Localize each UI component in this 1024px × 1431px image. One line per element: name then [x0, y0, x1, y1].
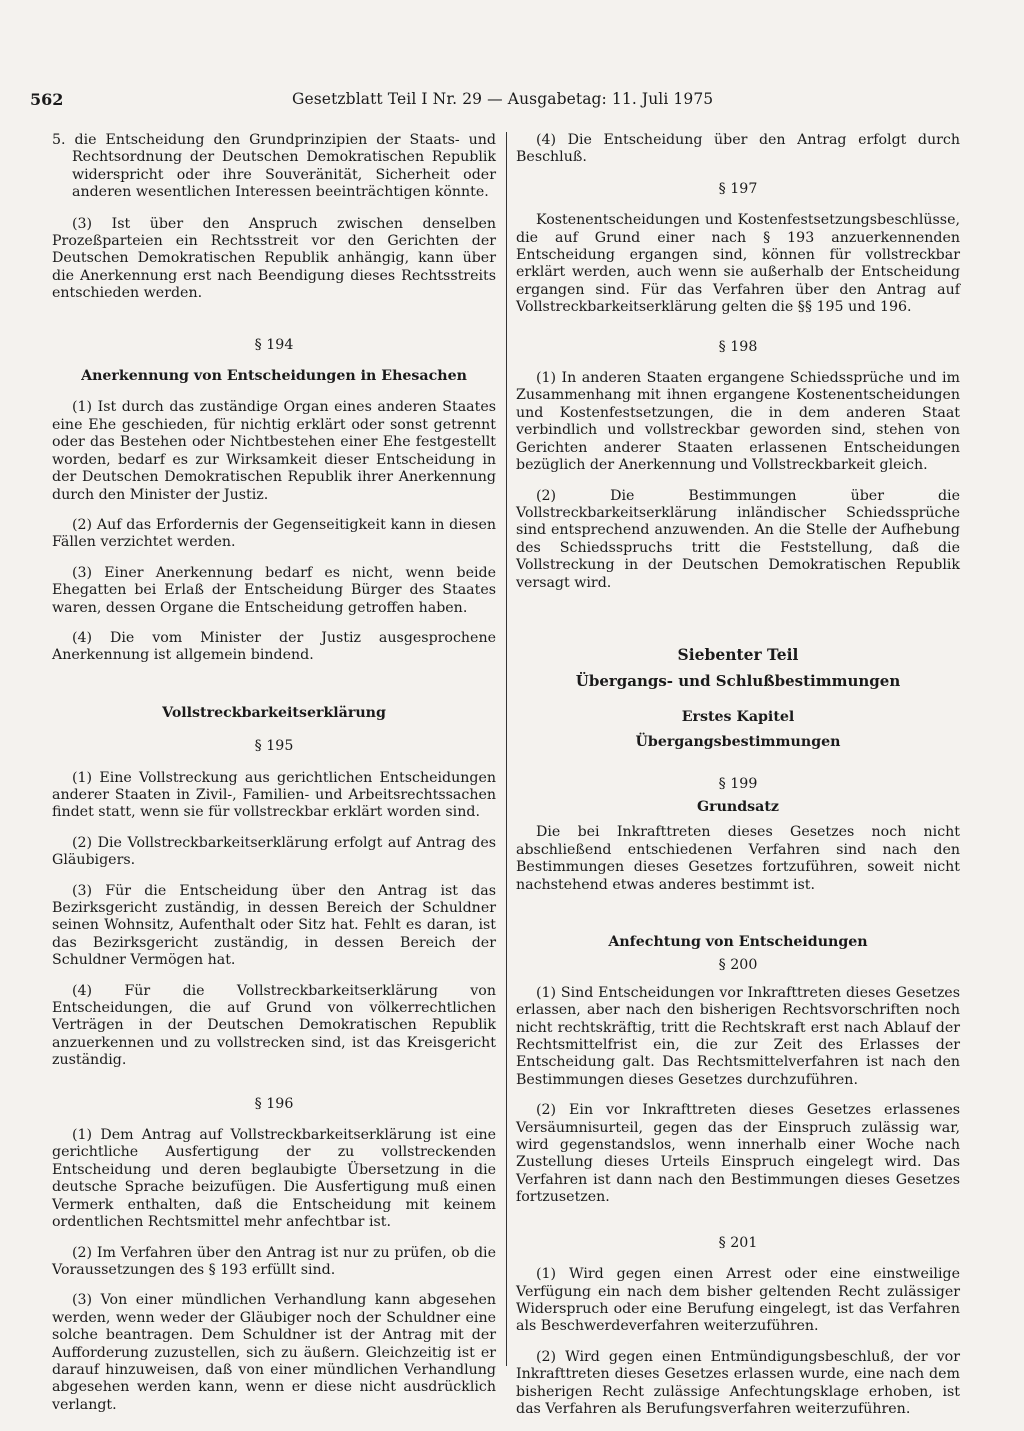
section-title: Anerkennung von Entscheidungen in Ehesachen	[81, 368, 467, 385]
right-column	[516, 132, 960, 1431]
heading-anfechtung: Anfechtung von Entscheidungen	[608, 934, 868, 950]
paragraph: (1) Eine Vollstreckung aus gerichtlichen Entscheidungen anderer Staaten in Zivil-, Familien- und Arbeitsrechtssachen findet statt, wenn sie für vollstreckbar erklärt worden sind.	[52, 769, 496, 821]
paragraph: (2) Die Bestimmungen über die Vollstreckbarkeitserklärung inländischer Schiedssprüche sind entsprechend anzuwenden. An die Stelle der Aufhebung des Schiedsspruchs tritt die Feststellung, daß die Vollstreckung in der Deutschen Demokratischen Republik versagt wird.	[516, 487, 960, 591]
left-column	[52, 132, 496, 1427]
part-title: Siebenter Teil	[677, 644, 799, 664]
section-number: § 196	[254, 1095, 294, 1112]
paragraph: (2) Die Vollstreckbarkeitserklärung erfolgt auf Antrag des Gläubigers.	[52, 834, 496, 869]
paragraph: Kostenentscheidungen und Kostenfestsetzungsbeschlüsse, die auf Grund einer nach § 193 anzuerkennenden Entscheidung ergangen sind, können für vollstreckbar erklärt werden, auch wenn sie außerhalb der Entscheidung ergangen sind. Für das Verfahren über den Antrag auf Vollstreckbarkeitserklärung gelten die §§ 195 und 196.	[516, 212, 960, 316]
paragraph: (1) In anderen Staaten ergangene Schiedssprüche und im Zusammenhang mit ihnen ergangene Kostenentscheidungen und Kostenfestsetzungen, die in dem anderen Staat verbindlich und vollstreckbar geworden sind, stehen von Gerichten anderer Staaten erlassenen Entscheidungen bezüglich der Anerkennung und Vollstreckbarkeit gleich.	[516, 370, 960, 474]
part-subtitle: Übergangs- und Schlußbestimmungen	[575, 672, 901, 691]
chapter-subtitle: Übergangsbestimmungen	[635, 734, 841, 751]
paragraph: (4) Für die Vollstreckbarkeitserklärung von Entscheidungen, die auf Grund von völkerrechtlichen Verträgen in der Deutschen Demokratischen Republik anzuerkennen und zu vollstrecken sind, ist das Kreisgericht zuständig.	[52, 982, 496, 1069]
paragraph: (3) Für die Entscheidung über den Antrag ist das Bezirksgericht zuständig, in dessen Bereich der Schuldner seinen Wohnsitz, Aufenthalt oder Sitz hat. Fehlt es daran, ist das Bezirksgericht zuständig, in dessen Bereich der Schuldner Vermögen hat.	[52, 882, 496, 969]
section-number: § 194	[254, 336, 294, 353]
chapter-title: Erstes Kapitel	[681, 708, 795, 725]
paragraph: (3) Ist über den Anspruch zwischen denselben Prozeßparteien ein Rechtsstreit vor den Gerichten der Deutschen Demokratischen Republik anhängig, kann über die Anerkennung erst nach Beendigung dieses Rechtsstreits entschieden werden.	[52, 215, 496, 302]
section-number: § 197	[718, 180, 758, 197]
paragraph: (2) Im Verfahren über den Antrag ist nur zu prüfen, ob die Voraussetzungen des § 193 erfüllt sind.	[52, 1244, 496, 1278]
heading-vollstreckbarkeit: Vollstreckbarkeitserklärung	[162, 704, 386, 721]
paragraph: (4) Die vom Minister der Justiz ausgesprochene Anerkennung ist allgemein bindend.	[52, 629, 496, 664]
paragraph: (1) Ist durch das zuständige Organ eines anderen Staates eine Ehe geschieden, für nichtig erklärt oder sonst getrennt oder das Bestehen oder Nichtbestehen einer Ehe festgestellt worden, bedarf es zur Wirksamkeit dieser Entscheidung in der Deutschen Demokratischen Republik ihrer Anerkennung durch den Minister der Justiz.	[52, 399, 496, 503]
section-number: § 198	[718, 338, 758, 355]
paragraph: (1) Wird gegen einen Arrest oder eine einstweilige Verfügung ein nach dem bisher geltenden Recht zulässiger Widerspruch oder eine Berufung eingelegt, ist das Verfahren als Beschwerdeverfahren weiterzuführen.	[516, 1266, 960, 1335]
paragraph: (1) Sind Entscheidungen vor Inkrafttreten dieses Gesetzes erlassen, aber nach den bisherigen Rechtsvorschriften noch nicht rechtskräftig, tritt die Rechtskraft erst nach Ablauf der Rechtsmittelfrist ein, die zur Zeit des Erlasses der Entscheidung galt. Das Rechtsmittelverfahren ist nach den Bestimmungen dieses Gesetzes durchzuführen.	[516, 984, 960, 1088]
section-number: § 199	[718, 775, 758, 792]
paragraph: Die bei Inkrafttreten dieses Gesetzes noch nicht abschließend entschiedenen Verfahren sind nach den Bestimmungen dieses Gesetzes fortzuführen, soweit nicht nachstehend etwas anderes bestimmt ist.	[516, 824, 960, 893]
page-number: 562	[30, 90, 64, 109]
paragraph-item-5: 5. die Entscheidung den Grundprinzipien der Staats- und Rechtsordnung der Deutschen Demokratischen Republik widerspricht oder ihre Souveränität, Sicherheit oder anderen wesentlichen Interessen beeinträchtigen könnte.	[52, 132, 496, 201]
paragraph: (2) Auf das Erfordernis der Gegenseitigkeit kann in diesen Fällen verzichtet werden.	[52, 516, 496, 551]
paragraph: (2) Wird gegen einen Entmündigungsbeschluß, der vor Inkrafttreten dieses Gesetzes erlassen wurde, eine nach dem bisherigen Recht zulässige Anfechtungsklage erhoben, ist das Verfahren als Berufungsverfahren weiterzuführen.	[516, 1348, 960, 1417]
section-number: § 201	[718, 1234, 758, 1251]
section-number: § 195	[254, 738, 294, 755]
running-header: Gesetzblatt Teil I Nr. 29 — Ausgabetag: 11. Juli 1975	[292, 90, 714, 108]
section-title: Grundsatz	[697, 798, 779, 815]
section-number: § 200	[718, 957, 758, 974]
paragraph: (3) Von einer mündlichen Verhandlung kann abgesehen werden, wenn weder der Gläubiger noch der Schuldner eine solche beantragen. Dem Schuldner ist der Antrag mit der Aufforderung zuzustellen, sich zu äußern. Gleichzeitig ist er darauf hinzuweisen, daß von einer mündlichen Verhandlung abgesehen werden kann, wenn er diese nicht ausdrücklich verlangt.	[52, 1292, 496, 1413]
paragraph: (3) Einer Anerkennung bedarf es nicht, wenn beide Ehegatten bei Erlaß der Entscheidung Bürger des Staates waren, dessen Organe die Entscheidung getroffen haben.	[52, 564, 496, 616]
paragraph: (1) Dem Antrag auf Vollstreckbarkeitserklärung ist eine gerichtliche Ausfertigung der zu vollstreckenden Entscheidung und deren beglaubigte Übersetzung in die deutsche Sprache beizufügen. Die Ausfertigung muß einen Vermerk enthalten, daß die Entscheidung mit keinem ordentlichen Rechtsmittel mehr anfechtbar ist.	[52, 1127, 496, 1231]
column-divider	[506, 132, 507, 1366]
paragraph: (2) Ein vor Inkrafttreten dieses Gesetzes erlassenes Versäumnisurteil, gegen das der Einspruch zulässig war, wird gegenstandslos, wenn innerhalb einer Woche nach Zustellung dieses Urteils Einspruch eingelegt wird. Das Verfahren ist dann nach den Bestimmungen dieses Gesetzes fortzusetzen.	[516, 1102, 960, 1206]
paragraph: (4) Die Entscheidung über den Antrag erfolgt durch Beschluß.	[516, 132, 960, 166]
